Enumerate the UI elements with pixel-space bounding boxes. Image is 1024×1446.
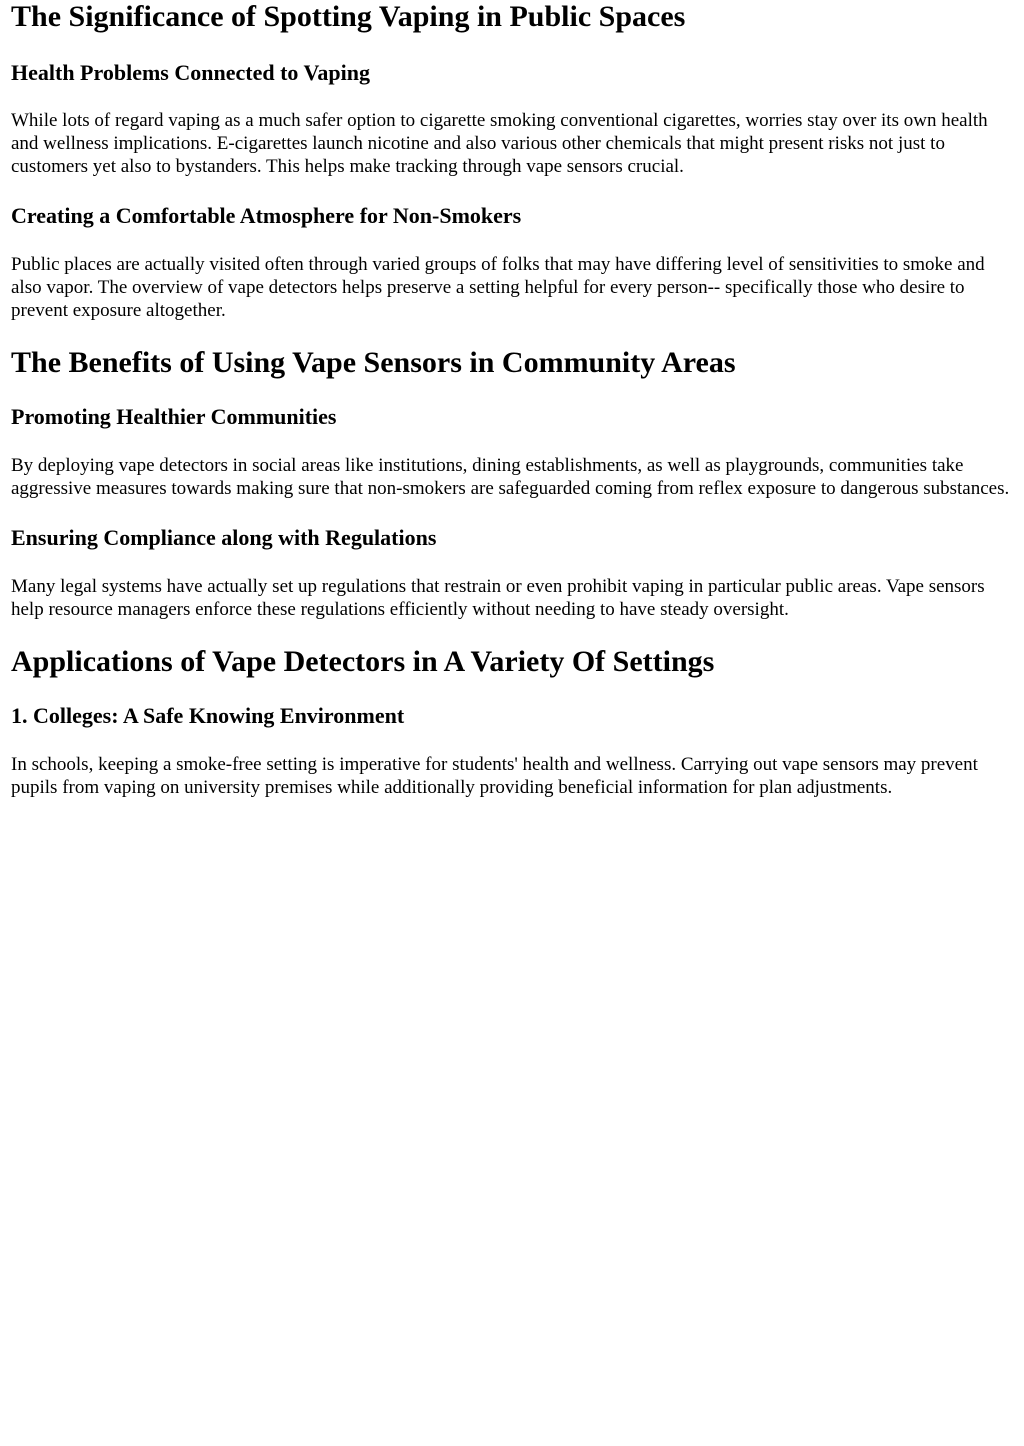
subheading-healthier-communities: Promoting Healthier Communities	[11, 404, 337, 429]
paragraph-healthier-communities: By deploying vape detectors in social areas like institutions, dining establishments, as well as playgrounds, communities take aggressive measures towards making sure that non-smokers are safeguarded coming from reflex exposure to dangerous substances.	[11, 455, 1010, 499]
paragraph-colleges: In schools, keeping a smoke-free setting is imperative for students' health and wellness. Carrying out vape sensors may prevent pupils from vaping on university premises while additionally providing beneficial information for plan adjustments.	[11, 754, 978, 798]
paragraph-health-problems: While lots of regard vaping as a much safer option to cigarette smoking conventional cigarettes, worries stay over its own health and wellness implications. E-cigarettes launch nicotine and also various other chemicals that might present risks not just to customers yet also to bystanders. This helps make tracking through vape sensors crucial.	[11, 110, 988, 177]
section-title-significance: The Significance of Spotting Vaping in Public Spaces	[11, 0, 686, 33]
subheading-comfortable-atmosphere: Creating a Comfortable Atmosphere for Non-Smokers	[11, 203, 522, 228]
section-title-benefits: The Benefits of Using Vape Sensors in Community Areas	[11, 346, 736, 379]
section-title-applications: Applications of Vape Detectors in A Variety Of Settings	[11, 645, 715, 678]
paragraph-compliance: Many legal systems have actually set up regulations that restrain or even prohibit vaping in particular public areas. Vape sensors help resource managers enforce these regulations efficiently without needing to have steady oversight.	[11, 576, 985, 620]
subheading-compliance: Ensuring Compliance along with Regulations	[11, 525, 437, 550]
subheading-colleges: 1. Colleges: A Safe Knowing Environment	[11, 703, 405, 728]
paragraph-comfortable-atmosphere: Public places are actually visited often through varied groups of folks that may have differing level of sensitivities to smoke and also vapor. The overview of vape detectors helps preserve a setting helpful for every person-- specifically those who desire to prevent exposure altogether.	[11, 254, 985, 321]
subheading-health-problems: Health Problems Connected to Vaping	[11, 60, 370, 85]
